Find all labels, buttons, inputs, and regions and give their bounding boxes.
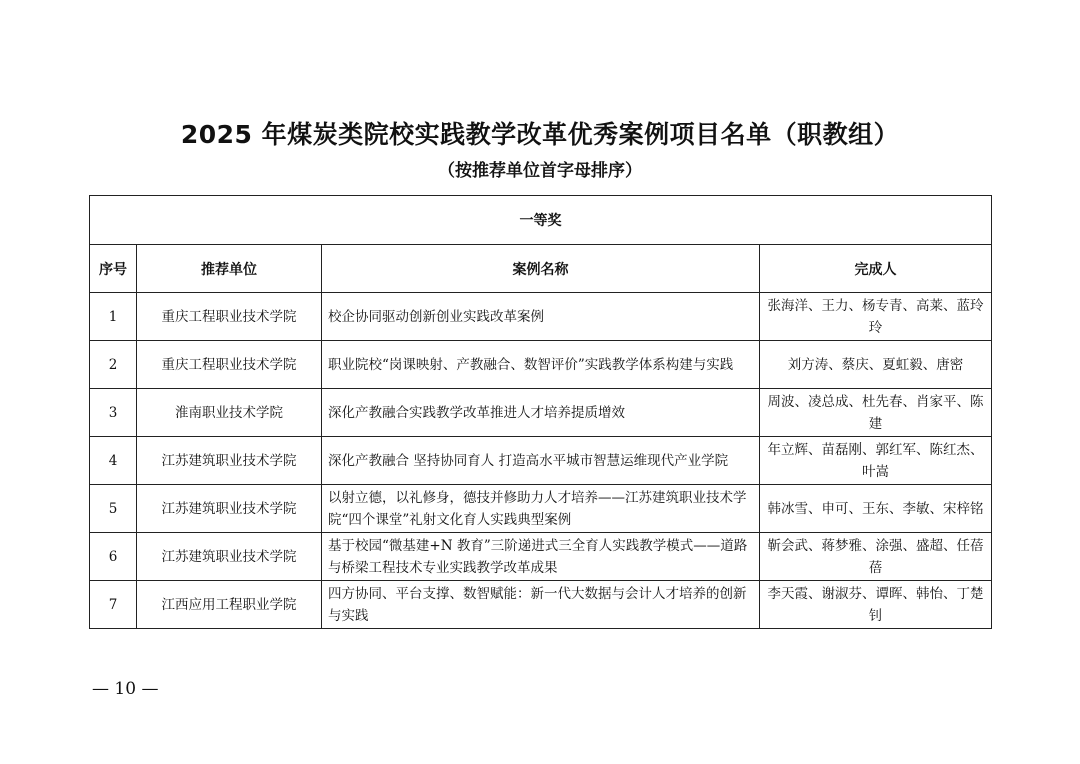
table-row: [90, 437, 992, 485]
authors: 年立辉、苗磊刚、郭红军、陈红杰、叶嵩: [760, 437, 992, 485]
table-row: [90, 485, 992, 533]
authors: 韩冰雪、申可、王东、李敏、宋梓铭: [760, 485, 992, 533]
column-header-case: 案例名称: [322, 245, 760, 293]
case-name: 四方协同、平台支撑、数智赋能：新一代大数据与会计人才培养的创新与实践: [322, 581, 760, 629]
table-row: [90, 389, 992, 437]
recommending-unit: 重庆工程职业技术学院: [137, 341, 322, 389]
row-number: 2: [90, 341, 137, 389]
table-row: [90, 533, 992, 581]
row-number: 3: [90, 389, 137, 437]
case-name: 基于校园“微基建+N 教育”三阶递进式三全育人实践教学模式——道路与桥梁工程技术专业实践教学改革成果: [322, 533, 760, 581]
column-header-no: 序号: [90, 245, 137, 293]
authors: 周波、凌总成、杜先春、肖家平、陈建: [760, 389, 992, 437]
row-number: 4: [90, 437, 137, 485]
column-header-unit: 推荐单位: [137, 245, 322, 293]
case-name: 以射立德，以礼修身，德技并修助力人才培养——江苏建筑职业技术学院“四个课堂”礼射文化育人实践典型案例: [322, 485, 760, 533]
document-subtitle: （按推荐单位首字母排序）: [438, 161, 642, 181]
case-name: 校企协同驱动创新创业实践改革案例: [322, 293, 760, 341]
recommending-unit: 淮南职业技术学院: [137, 389, 322, 437]
table-header-row: [90, 245, 992, 293]
row-number: 1: [90, 293, 137, 341]
authors: 靳会武、蒋梦雅、涂强、盛超、任蓓蓓: [760, 533, 992, 581]
table-row: [90, 293, 992, 341]
case-name: 深化产教融合实践教学改革推进人才培养提质增效: [322, 389, 760, 437]
row-number: 7: [90, 581, 137, 629]
recommending-unit: 江苏建筑职业技术学院: [137, 485, 322, 533]
row-number: 6: [90, 533, 137, 581]
document-title: 2025 年煤炭类院校实践教学改革优秀案例项目名单（职教组）: [180, 120, 900, 149]
table-row: [90, 581, 992, 629]
authors: 李天霞、谢淑芬、谭晖、韩怡、丁楚钊: [760, 581, 992, 629]
award-level: 一等奖: [90, 196, 992, 245]
column-header-authors: 完成人: [760, 245, 992, 293]
award-level-row: [90, 196, 992, 245]
recommending-unit: 江西应用工程职业学院: [137, 581, 322, 629]
recommending-unit: 江苏建筑职业技术学院: [137, 437, 322, 485]
row-number: 5: [90, 485, 137, 533]
recommending-unit: 江苏建筑职业技术学院: [137, 533, 322, 581]
authors: 刘方涛、蔡庆、夏虹毅、唐密: [760, 341, 992, 389]
page-number: — 10 —: [92, 679, 159, 699]
case-name: 深化产教融合 坚持协同育人 打造高水平城市智慧运维现代产业学院: [322, 437, 760, 485]
recommending-unit: 重庆工程职业技术学院: [137, 293, 322, 341]
award-table: [89, 195, 992, 629]
table-row: [90, 341, 992, 389]
case-name: 职业院校“岗课映射、产教融合、数智评价”实践教学体系构建与实践: [322, 341, 760, 389]
authors: 张海洋、王力、杨专青、高莱、蓝玲玲: [760, 293, 992, 341]
